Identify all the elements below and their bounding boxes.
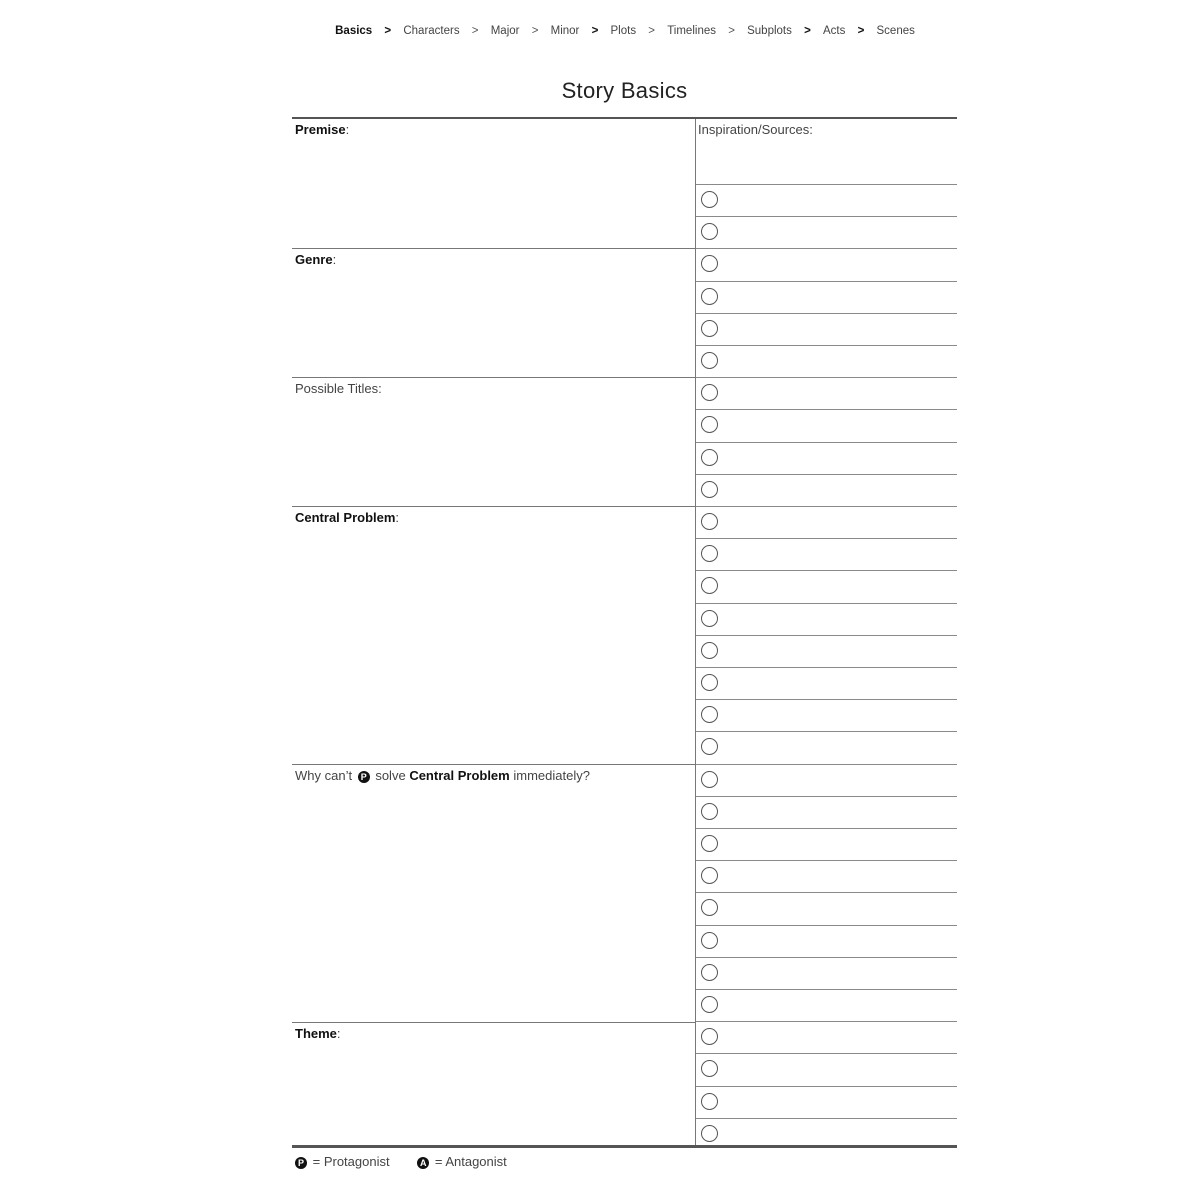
inspiration-row[interactable] <box>696 764 957 796</box>
legend <box>293 1154 529 1169</box>
checkbox-circle-icon[interactable] <box>701 384 718 401</box>
premise-field[interactable] <box>292 119 695 248</box>
inspiration-row[interactable] <box>696 828 957 860</box>
checkbox-circle-icon[interactable] <box>701 481 718 498</box>
breadcrumb-basics[interactable]: Basics <box>335 25 373 37</box>
checkbox-circle-icon[interactable] <box>701 320 718 337</box>
inspiration-row[interactable] <box>696 699 957 731</box>
checkbox-circle-icon[interactable] <box>701 352 718 369</box>
theme-field[interactable] <box>292 1022 695 1147</box>
inspiration-row[interactable] <box>696 731 957 763</box>
possible-titles-field[interactable] <box>292 377 695 506</box>
inspiration-row[interactable] <box>696 1021 957 1053</box>
inspiration-row[interactable] <box>696 635 957 667</box>
checkbox-circle-icon[interactable] <box>701 1093 718 1110</box>
inspiration-row[interactable] <box>696 313 957 345</box>
genre-field[interactable] <box>292 248 695 377</box>
breadcrumb-separator: > <box>591 25 599 37</box>
breadcrumb-separator: > <box>531 25 539 37</box>
genre-label: Genre: <box>295 252 337 267</box>
inspiration-row[interactable] <box>696 989 957 1021</box>
checkbox-circle-icon[interactable] <box>701 1125 718 1142</box>
premise-label: Premise: <box>295 122 350 137</box>
checkbox-circle-icon[interactable] <box>701 1028 718 1045</box>
inspiration-row[interactable] <box>696 506 957 538</box>
checkbox-circle-icon[interactable] <box>701 416 718 433</box>
breadcrumb-timelines[interactable]: Timelines <box>667 25 716 37</box>
inspiration-row[interactable] <box>696 216 957 248</box>
inspiration-row[interactable] <box>696 1086 957 1118</box>
inspiration-row[interactable] <box>696 538 957 570</box>
inspiration-row[interactable] <box>696 184 957 216</box>
breadcrumb-subplots[interactable]: Subplots <box>747 25 792 37</box>
checkbox-circle-icon[interactable] <box>701 803 718 820</box>
legend-antagonist: A = Antagonist <box>415 1154 507 1169</box>
inspiration-row[interactable] <box>696 248 957 280</box>
why-cant-solve-field[interactable] <box>292 764 695 1022</box>
breadcrumb-acts[interactable]: Acts <box>823 25 846 37</box>
checkbox-circle-icon[interactable] <box>701 1060 718 1077</box>
checkbox-circle-icon[interactable] <box>701 191 718 208</box>
inspiration-row[interactable] <box>696 603 957 635</box>
checkbox-circle-icon[interactable] <box>701 513 718 530</box>
breadcrumb-separator: > <box>728 25 735 37</box>
page-title: Story Basics <box>561 78 688 103</box>
inspiration-row[interactable] <box>696 860 957 892</box>
antagonist-badge-icon: A <box>417 1157 429 1169</box>
checkbox-circle-icon[interactable] <box>701 867 718 884</box>
inspiration-row[interactable] <box>696 796 957 828</box>
breadcrumb-separator: > <box>857 25 865 37</box>
inspiration-row[interactable] <box>696 892 957 924</box>
checkbox-circle-icon[interactable] <box>701 835 718 852</box>
breadcrumb-plots[interactable]: Plots <box>610 25 637 37</box>
checkbox-circle-icon[interactable] <box>701 577 718 594</box>
checkbox-circle-icon[interactable] <box>701 223 718 240</box>
inspiration-column <box>696 119 957 1145</box>
central-problem-label: Central Problem: <box>295 510 400 525</box>
story-basics-sheet <box>292 117 957 1148</box>
breadcrumb-characters[interactable]: Characters <box>403 25 460 37</box>
possible-titles-label: Possible Titles: <box>295 381 382 396</box>
inspiration-header: Inspiration/Sources: <box>698 122 813 137</box>
checkbox-circle-icon[interactable] <box>701 674 718 691</box>
legend-protagonist: P = Protagonist <box>293 1154 390 1169</box>
checkbox-circle-icon[interactable] <box>701 610 718 627</box>
inspiration-row[interactable] <box>696 474 957 506</box>
breadcrumb-separator: > <box>471 25 479 37</box>
checkbox-circle-icon[interactable] <box>701 288 718 305</box>
checkbox-circle-icon[interactable] <box>701 255 718 272</box>
inspiration-row[interactable] <box>696 409 957 441</box>
checkbox-circle-icon[interactable] <box>701 964 718 981</box>
checkbox-circle-icon[interactable] <box>701 706 718 723</box>
protagonist-badge-icon: P <box>358 771 370 783</box>
left-column <box>292 119 695 1145</box>
checkbox-circle-icon[interactable] <box>701 996 718 1013</box>
checkbox-circle-icon[interactable] <box>701 642 718 659</box>
breadcrumb-minor[interactable]: Minor <box>550 25 580 37</box>
checkbox-circle-icon[interactable] <box>701 449 718 466</box>
breadcrumb-major[interactable]: Major <box>490 25 520 37</box>
breadcrumb <box>0 25 1200 37</box>
checkbox-circle-icon[interactable] <box>701 738 718 755</box>
breadcrumb-separator: > <box>648 25 655 37</box>
inspiration-row[interactable] <box>696 957 957 989</box>
inspiration-row[interactable] <box>696 1053 957 1085</box>
inspiration-row[interactable] <box>696 570 957 602</box>
inspiration-row[interactable] <box>696 1118 957 1150</box>
checkbox-circle-icon[interactable] <box>701 771 718 788</box>
checkbox-circle-icon[interactable] <box>701 899 718 916</box>
checkbox-circle-icon[interactable] <box>701 932 718 949</box>
breadcrumb-separator: > <box>384 25 392 37</box>
inspiration-row[interactable] <box>696 667 957 699</box>
protagonist-badge-icon: P <box>295 1157 307 1169</box>
theme-label: Theme: <box>295 1026 341 1041</box>
inspiration-row[interactable] <box>696 281 957 313</box>
why-cant-solve-label: Why can’t P solve Central Problem immediately? <box>295 768 590 783</box>
inspiration-row[interactable] <box>696 442 957 474</box>
checkbox-circle-icon[interactable] <box>701 545 718 562</box>
breadcrumb-separator: > <box>804 25 811 37</box>
breadcrumb-scenes[interactable]: Scenes <box>876 25 915 37</box>
central-problem-field[interactable] <box>292 506 695 764</box>
inspiration-row[interactable] <box>696 377 957 409</box>
inspiration-row[interactable] <box>696 925 957 957</box>
inspiration-row[interactable] <box>696 345 957 377</box>
